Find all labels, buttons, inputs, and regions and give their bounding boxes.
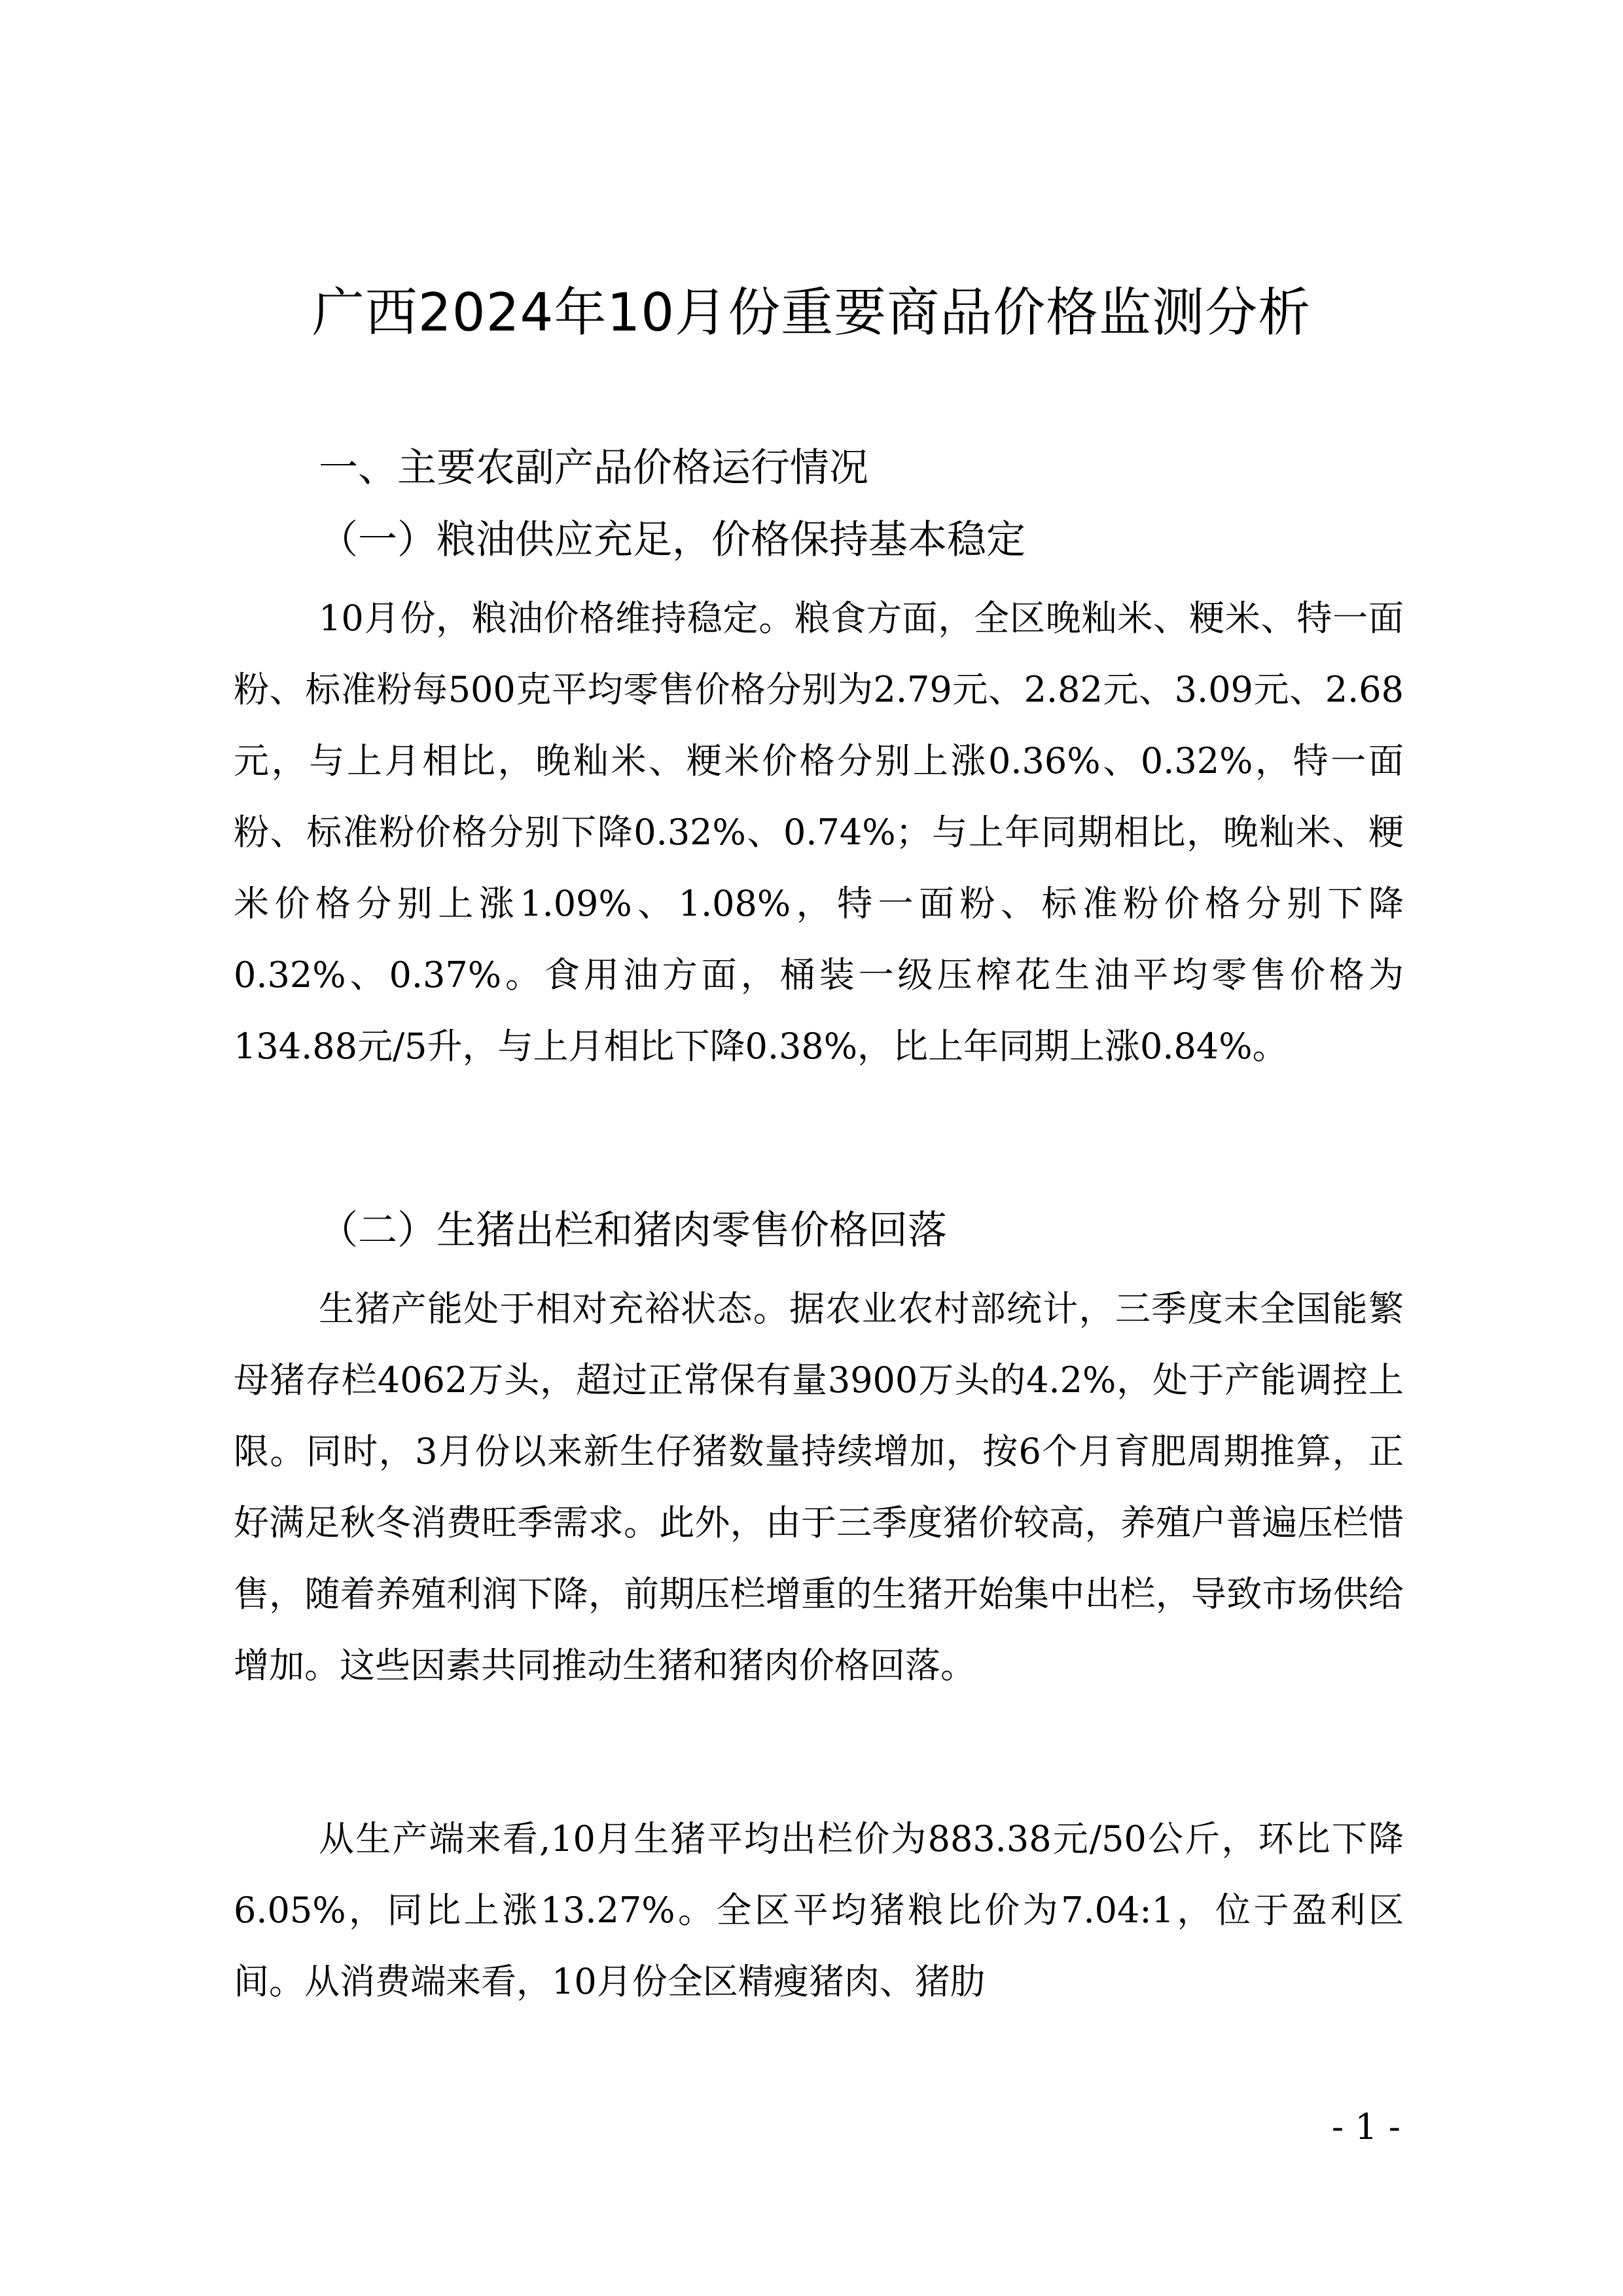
paragraph: 从生产端来看,10月生猪平均出栏价为883.38元/50公斤，环比下降6.05%，同比上涨13.27%。全区平均猪粮比价为7.04:1，位于盈利区间。从消费端来看，10月份全区精瘦猪肉、猪肋	[234, 1818, 1404, 2002]
page-number: - 1 -	[1331, 2106, 1400, 2147]
paragraph: 10月份，粮油价格维持稳定。粮食方面，全区晚籼米、粳米、特一面粉、标准粉每500克平均零售价格分别为2.79元、2.82元、3.09元、2.68元，与上月相比，晚籼米、粳米价格分别上涨0.36%、0.32%，特一面粉、标准粉价格分别下降0.32%、0.74%；与上年同期相比，晚籼米、粳米价格分别上涨1.09%、1.08%，特一面粉、标准粉价格分别下降0.32%、0.37%。食用油方面，桶装一级压榨花生油平均零售价格为134.88元/5升，与上月相比下降0.38%，比上年同期上涨0.84%。	[234, 598, 1404, 1067]
paragraph: 生猪产能处于相对充裕状态。据农业农村部统计，三季度末全国能繁母猪存栏4062万头，超过正常保有量3900万头的4.2%，处于产能调控上限。同时，3月份以来新生仔猪数量持续增加，按6个月育肥周期推算，正好满足秋冬消费旺季需求。此外，由于三季度猪价较高，养殖户普遍压栏惜售，随着养殖利润下降，前期压栏增重的生猪开始集中出栏，导致市场供给增加。这些因素共同推动生猪和猪肉价格回落。	[234, 1288, 1404, 1686]
subsection-heading: （一）粮油供应充足，价格保持基本稳定	[319, 517, 1026, 563]
section-heading: 一、主要农副产品价格运行情况	[319, 445, 868, 491]
document-title: 广西2024年10月份重要商品价格监测分析	[312, 282, 1311, 343]
subsection-heading: （二）生猪出栏和猪肉零售价格回落	[319, 1208, 947, 1253]
